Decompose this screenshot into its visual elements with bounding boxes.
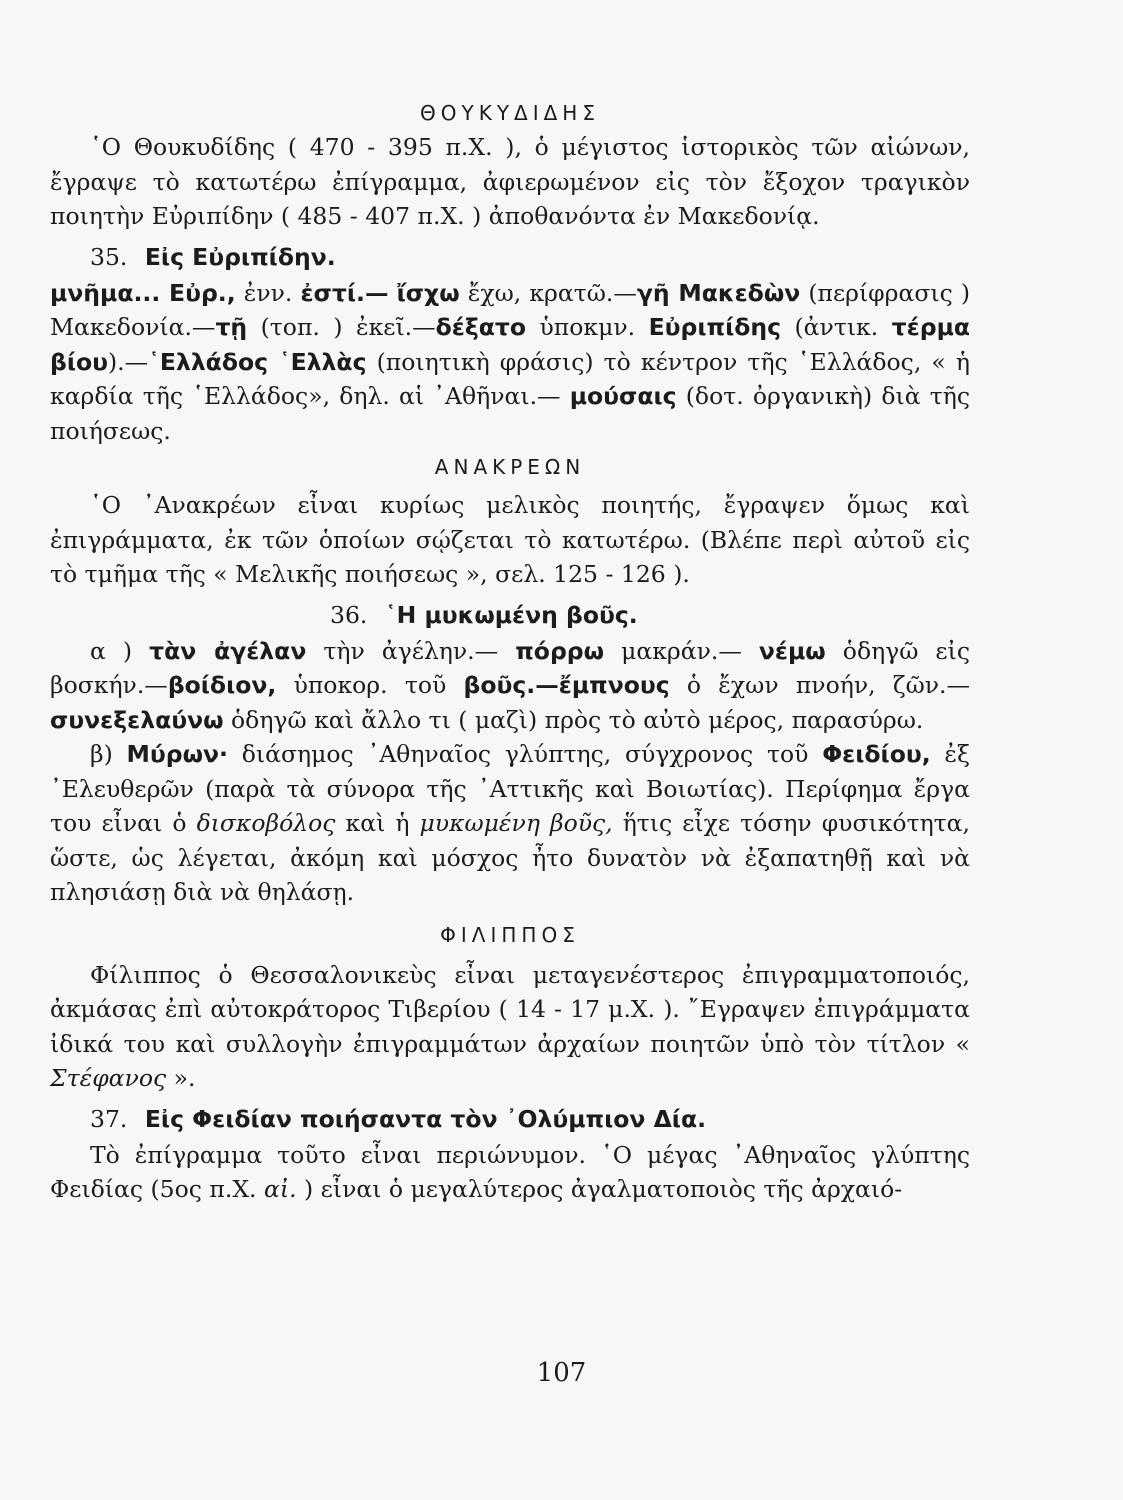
page-body [50,96,970,1207]
bold-term: ῾Ελλάδος ῾Ελλὰς [148,347,367,376]
text-run: ἥτις εἶχε τόσην φυσικότητα, ὥστε, ὡς λέγεται, ἀκόμη καὶ μόσχος ἦτο δυνατὸν νὰ ἐξαπατηθῇ καὶ νὰ πλησιάσῃ διὰ νὰ θηλάσῃ. [50,809,970,906]
text-run: μακράν.— [604,636,759,665]
text-run: ) εἶναι ὁ μεγαλύτερος ἀγαλματοποιὸς τῆς ἀρχαιό- [296,1175,903,1203]
text-run: ὑποκμν. [526,313,649,341]
epigram-heading-37 [50,1100,970,1138]
bold-term: Μύρων· [126,740,228,768]
bold-term: τῇ [215,313,248,341]
text-run: (περίφρασις ) Μακεδονία.— [50,278,971,341]
text-run: β) [90,740,127,768]
epigram-number: 37. [90,1104,128,1133]
intro-anacreon: ῾Ο ᾿Ανακρέων εἶναι κυρίως μελικὸς ποιητής, ἔγραψεν ὅμως καὶ ἐπιγράμματα, ἐκ τῶν ὁποίων σῴζεται τὸ κατωτέρω. (Βλέπε περὶ αὐτοῦ εἰς τὸ τμῆμα τῆς « Μελικῆς ποιήσεως », σελ. 125 - 126 ). [50,491,970,588]
bold-term: ἴσχω [396,278,460,307]
bold-term: νέμω [758,636,826,665]
epigram-title: Εἰς Εὐριπίδην. [144,242,336,271]
bold-term: Εὐριπίδης [648,313,782,341]
text-run: ἐνν. [235,278,301,307]
italic-term: δισκοβόλος [196,809,336,837]
page-number: 107 [536,1358,587,1388]
epigram-heading-36 [50,596,970,634]
bold-term: γῆ Μακεδὼν [636,278,801,307]
text-run: ).— [108,347,149,376]
text-run: διάσημος ᾿Αθηναῖος γλύπτης, σύγχρονος τοῦ [227,740,823,768]
bold-term: ἐστί.— [300,278,389,307]
epigram-heading-35 [50,238,970,276]
notes-35 [50,276,970,449]
epigram-number: 36. [330,600,368,629]
epigram-title: ῾Η μυκωμένη βοῦς. [384,600,638,629]
text-run: α ) [90,636,150,665]
text-run: (τοπ. ) ἐκεῖ.— [247,313,436,341]
text-run: (ποιητικὴ φράσις) τὸ κέντρον τῆς ῾Ελλάδος, « ἡ καρδία τῆς ῾Ελλάδος», δηλ. αἱ ᾿Αθῆναι.— [50,347,970,410]
text-37 [50,1138,970,1207]
bold-term: τὰν ἀγέλαν [149,636,307,665]
intro-philippos [50,958,970,1096]
text-run: (δοτ. ὀργανικὴ) διὰ τῆς ποιήσεως. [50,382,970,445]
bold-term: μούσαις [569,382,677,410]
text-run: ὁδηγῶ εἰς βοσκήν.— [50,636,970,699]
text-run [388,279,396,307]
epigram-title: Εἰς Φειδίαν ποιήσαντα τὸν ᾿Ολύμπιον Δία. [144,1104,707,1133]
author-heading-philippos: ΦΙΛΙΠΠΟΣ [440,922,580,947]
intro-thucydides: ῾Ο Θουκυδίδης ( 470 - 395 π.Χ. ), ὁ μέγιστος ἱστορικὸς τῶν αἰώνων, ἔγραψε τὸ κατωτέρω ἐπίγραμμα, ἀφιερωμένον εἰς τὸν ἔξοχον τραγικὸν ποιητὴν Εὐριπίδην ( 485 - 407 π.Χ. ) ἀποθανόντα ἐν Μακεδονίᾳ. [50,133,970,230]
notes-36-b [50,737,970,910]
text-run: ὑποκορ. τοῦ [276,671,464,699]
italic-term: Στέφανος [50,1064,167,1092]
text-run: ἐξ ᾿Ελευθερῶν (παρὰ τὰ σύνορα τῆς ᾿Αττικῆς καὶ Βοιωτίας). Περίφημα ἔργα του εἶναι ὁ [50,740,970,837]
text-run: Φίλιππος ὁ Θεσσαλονικεὺς εἶναι μεταγενέστερος ἐπιγραμματοποιός, ἀκμάσας ἐπὶ αὐτοκράτορος Τιβερίου ( 14 - 17 μ.Χ. ). ῎Εγραψεν ἐπιγράμματα ἰδικά του καὶ συλλογὴν ἐπιγραμμάτων ἀρχαίων ποιητῶν ὑπὸ τὸν τίτλον « [50,960,970,1058]
author-heading-thucydides: ΘΟΥΚΥΔΙΔΗΣ [420,101,600,125]
bold-term: βοῦς.— [463,671,559,699]
text-run: ὁ ἔχων πνοήν, ζῶν.— [669,671,970,699]
text-run: ἔχω, κρατῶ.— [459,278,637,307]
bold-term: δέξατο [435,313,527,341]
text-run: καὶ ἡ [335,809,420,837]
author-heading-anacreon: ΑΝΑΚΡΕΩΝ [434,455,586,479]
text-run: Τὸ ἐπίγραμμα τοῦτο εἶναι περιώνυμον. ῾Ο μέγας ᾿Αθηναῖος γλύπτης Φειδίας (5ος π.Χ. [50,1140,970,1203]
bold-term: συνεξελαύνω [50,705,224,734]
bold-term: Φειδίου, [822,740,931,768]
bold-term: μνῆμα... Εὐρ., [50,278,236,307]
text-run: ὁδηγῶ καὶ ἄλλο τι ( μαζὶ) πρὸς τὸ αὐτὸ μέρος, παρασύρω. [223,705,924,734]
text-run: ». [166,1064,196,1092]
italic-term: αἰ. [264,1175,297,1203]
bold-term: βοίδιον, [167,671,277,699]
italic-term: μυκωμένη βοῦς, [419,809,613,837]
bold-term: ἔμπνους [558,671,670,699]
bold-term: πόρρω [515,636,605,665]
text-run: τὴν ἀγέλην.— [306,636,516,665]
bold-term: τέρμα βίου [50,313,971,376]
epigram-number: 35. [90,242,128,271]
notes-36-a [50,634,970,738]
text-run: (ἀντικ. [781,313,892,341]
